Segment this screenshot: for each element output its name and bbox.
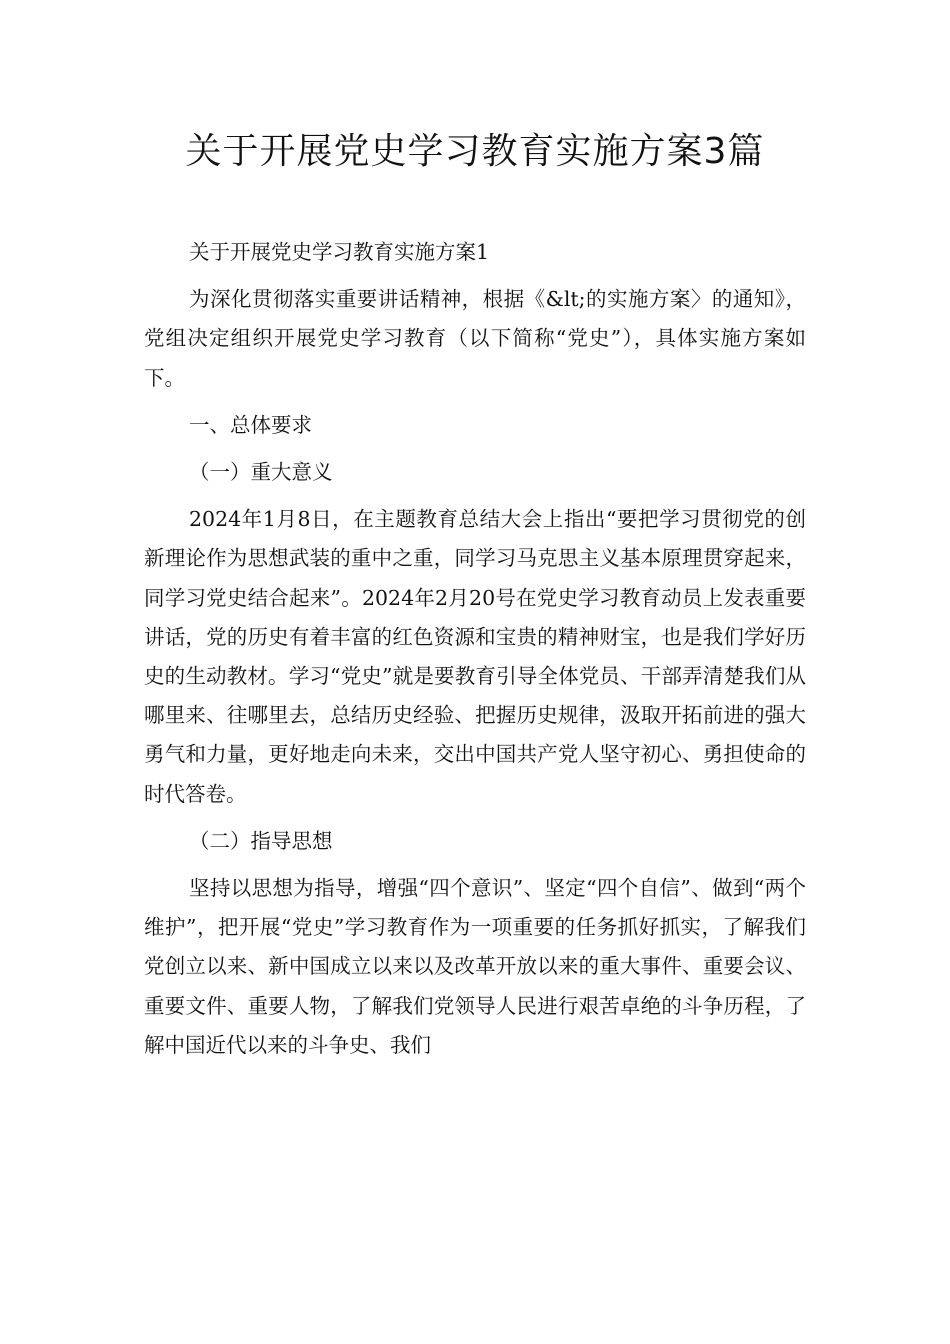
- document-body: [144, 233, 806, 1073]
- document-title: 关于开展党史学习教育实施方案3篇: [185, 131, 765, 172]
- intro-paragraph: 为深化贯彻落实重要讲话精神，根据《&lt;的实施方案〉的通知》，党组决定组织开展党史学习教育（以下简称“党史”），具体实施方案如下。: [144, 287, 806, 390]
- subsection-heading-guiding-ideology: （二）指导思想: [189, 828, 333, 853]
- significance-paragraph: 2024年1月8日，在主题教育总结大会上指出“要把学习贯彻党的创新理论作为思想武装的重中之重，同学习马克思主义基本原理贯穿起来，同学习党史结合起来”。2024年2月20号在党史学习教育动员上发表重要讲话，党的历史有着丰富的红色资源和宝贵的精神财宝，也是我们学好历史的生动教材。学习“党史”就是要教育引导全体党员、干部弄清楚我们从哪里来、往哪里去，总结历史经验、把握历史规律，汲取开拓前进的强大勇气和力量，更好地走向未来，交出中国共产党人坚守初心、勇担使命的时代答卷。: [144, 507, 806, 806]
- subsection-heading-significance: （一）重大意义: [189, 460, 333, 485]
- section-subtitle: 关于开展党史学习教育实施方案1: [189, 240, 490, 264]
- section-heading-general-requirements: 一、总体要求: [189, 412, 312, 437]
- guiding-ideology-paragraph: 坚持以思想为指导，增强“四个意识”、坚定“四个自信”、做到“两个维护”，把开展“党史”学习教育作为一项重要的任务抓好抓实，了解我们党创立以来、新中国成立以来以及改革开放以来的重大事件、重要会议、重要文件、重要人物，了解我们党领导人民进行艰苦卓绝的斗争历程，了解中国近代以来的斗争史、我们: [144, 876, 806, 1057]
